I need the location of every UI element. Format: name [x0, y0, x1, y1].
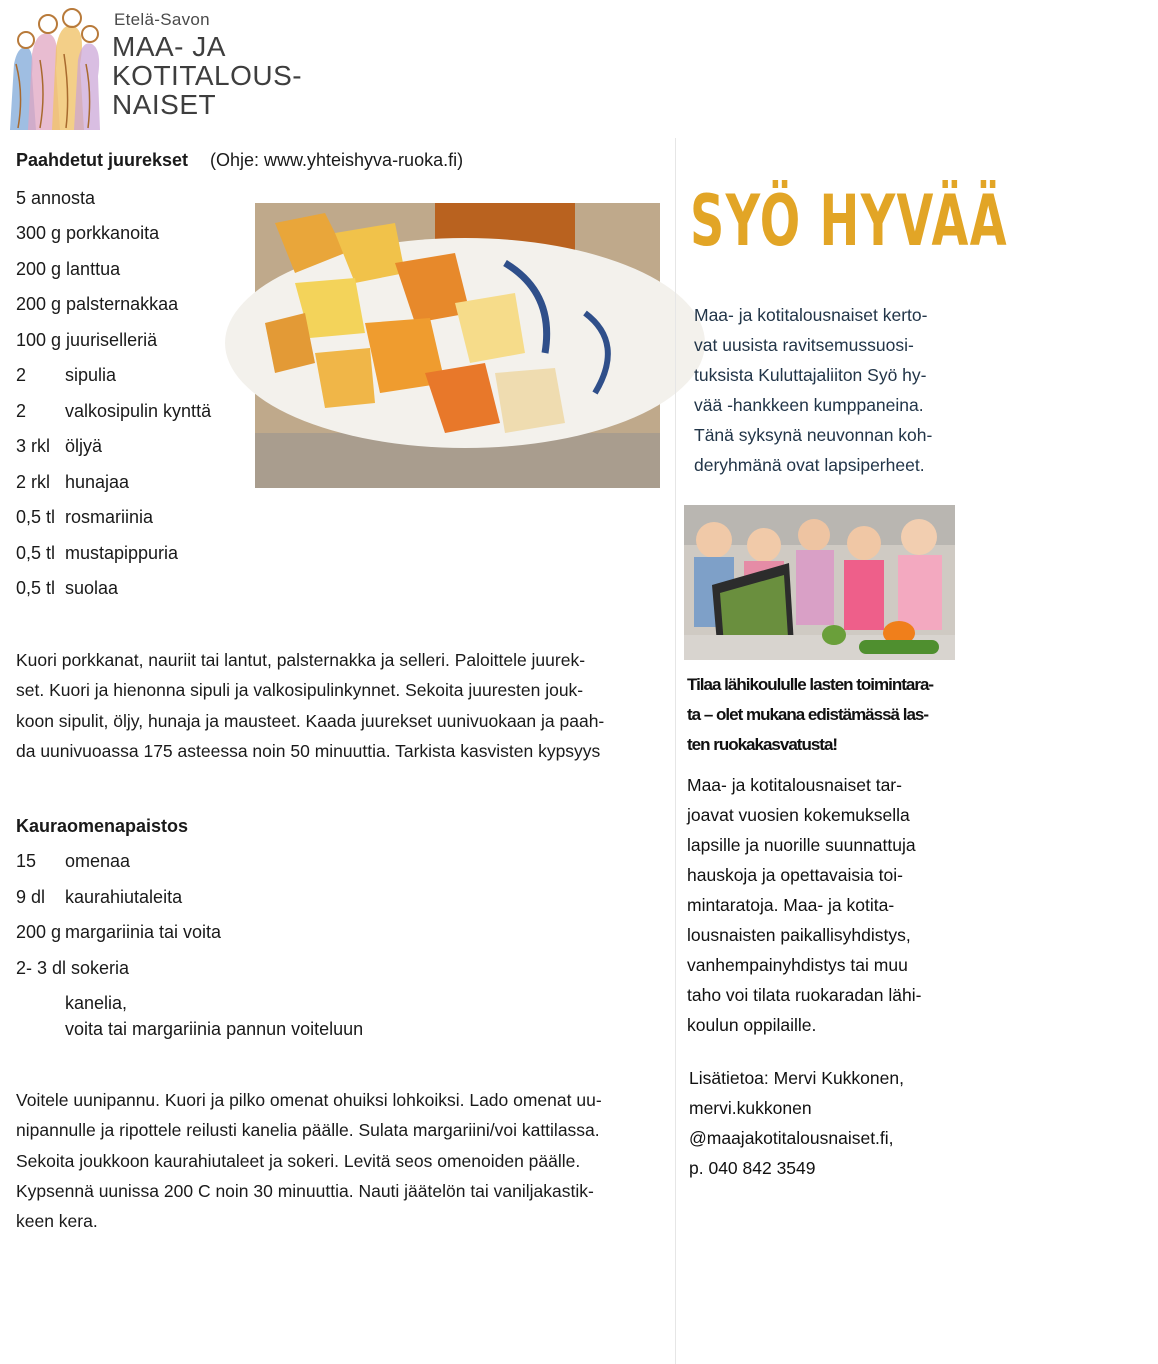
ingredient-simple: 200 g lanttua	[16, 259, 121, 279]
instruction-line: keen kera.	[16, 1211, 98, 1232]
children-photo	[684, 505, 955, 660]
logo-line-3: KOTITALOUS-	[112, 60, 303, 91]
ingredient-name: sipulia	[65, 365, 117, 385]
organization-logo	[6, 4, 306, 132]
sidebar-call-to-action	[687, 670, 957, 760]
recipe-instructions	[16, 645, 666, 766]
instruction-line: nipannulle ja ripottele reilusti kanelia päälle. Sulata margariini/voi kattilassa.	[16, 1120, 600, 1141]
ingredient-qty: 200 g	[16, 922, 62, 942]
ingredient-row	[16, 576, 246, 600]
sidebar-body-line: mintaratoja. Maa- ja kotita-	[687, 895, 895, 915]
recipe-title: Paahdetut juurekset	[16, 150, 189, 170]
ingredient-row	[16, 399, 246, 423]
roasted-vegetables-photo	[255, 203, 660, 488]
contact-email-line[interactable]: mervi.kukkonen	[689, 1098, 812, 1118]
cta-line: ten ruokakasvatusta!	[687, 735, 838, 754]
ingredient-name: suolaa	[65, 578, 119, 598]
sidebar-intro-line: vää -hankkeen kumppaneina.	[694, 395, 924, 415]
ingredient-simple: 300 g porkkanoita	[16, 223, 160, 243]
ingredient-row	[16, 470, 246, 494]
ingredient-qty: 2	[16, 401, 27, 421]
instruction-line: koon sipulit, öljy, hunaja ja mausteet. Kaada juurekset uunivuokaan ja paah-	[16, 710, 605, 731]
ingredient-qty: 9 dl	[16, 887, 46, 907]
sidebar-contact	[689, 1063, 957, 1183]
ingredient-name: kaurahiutaleita	[65, 887, 183, 907]
instruction-line: Voitele uunipannu. Kuori ja pilko omenat ohuiksi lohkoiksi. Lado omenat uu-	[16, 1090, 602, 1110]
recipe-instructions	[16, 1085, 666, 1236]
sidebar-body-line: hauskoja ja opettavaisia toi-	[687, 865, 903, 885]
children-image	[684, 505, 955, 660]
sidebar-body-line: lapsille ja nuorille suunnattuja	[687, 835, 916, 855]
logo-name-text	[112, 32, 302, 119]
sidebar-intro-line: tuksista Kuluttajaliiton Syö hy-	[694, 365, 927, 385]
sidebar-intro-line: deryhmänä ovat lapsiperheet.	[694, 455, 925, 475]
ingredient-name: margariinia tai voita	[65, 922, 222, 942]
ingredient-qty: 0,5 tl	[16, 543, 56, 563]
sidebar-intro	[694, 300, 959, 480]
ingredient-row	[16, 885, 316, 909]
recipe-source: (Ohje: www.yhteishyva-ruoka.fi)	[210, 150, 464, 170]
ingredient-extra: voita tai margariinia pannun voiteluun	[65, 1019, 364, 1039]
syo-hyvaa-logo	[690, 176, 1008, 266]
sidebar-body-line: Maa- ja kotitalousnaiset tar-	[687, 775, 902, 795]
recipe-title-row	[16, 150, 464, 171]
contact-email-line[interactable]: @maajakotitalousnaiset.fi,	[689, 1128, 894, 1148]
ingredient-name: rosmariinia	[65, 507, 154, 527]
instruction-line: Sekoita joukkoon kaurahiutaleet ja sokeri. Levitä seos omenoiden päälle.	[16, 1150, 581, 1171]
sidebar-body-line: vanhempainyhdistys tai muu	[687, 955, 908, 975]
ingredient-row	[16, 505, 246, 529]
ingredient-qty: 2 rkl	[16, 472, 51, 492]
ingredient-name: öljyä	[65, 436, 103, 456]
ingredient-simple: 100 g juuriselleriä	[16, 330, 158, 350]
ingredient-name: valkosipulin kynttä	[65, 401, 212, 421]
ingredient-simple: 200 g palsternakkaa	[16, 294, 179, 314]
roasted-vegetables-image	[255, 203, 660, 488]
ingredient-row	[16, 434, 246, 458]
cta-line: ta – olet mukana edistämässä las-	[687, 705, 929, 724]
syo-hyvaa-text: SYÖ HYVÄÄ	[690, 180, 1008, 262]
sidebar-body-line: taho voi tilata ruokaradan lähi-	[687, 985, 922, 1005]
ingredient-qty: 0,5 tl	[16, 507, 56, 527]
ingredient-extra: kanelia,	[65, 993, 128, 1013]
ingredient-name: omenaa	[65, 851, 131, 871]
contact-line: Lisätietoa: Mervi Kukkonen,	[689, 1068, 904, 1088]
ingredient-qty: 0,5 tl	[16, 578, 56, 598]
ingredient-qty: 2	[16, 365, 27, 385]
sidebar-body-line: joavat vuosien kokemuksella	[687, 805, 910, 825]
logo-line-4: NAISET	[112, 89, 217, 120]
sidebar-body-line: koulun oppilaille.	[687, 1015, 817, 1035]
contact-phone-line: p. 040 842 3549	[689, 1158, 816, 1178]
ingredient-row	[16, 920, 316, 944]
sidebar-intro-line: vat uusista ravitsemussuosi-	[694, 335, 914, 355]
logo-line-2: MAA- JA	[112, 31, 226, 62]
logo-women-figures-icon	[6, 4, 104, 132]
ingredient-qty: 3 rkl	[16, 436, 51, 456]
ingredient-name: hunajaa	[65, 472, 130, 492]
column-divider	[675, 138, 676, 1364]
instruction-line: Kypsennä uunissa 200 C noin 30 minuuttia. Nauti jäätelön tai vaniljakastik-	[16, 1180, 594, 1201]
instruction-line: da uunivuoassa 175 asteessa noin 50 minuuttia. Tarkista kasvisten kypsyys	[16, 740, 601, 761]
cta-line: Tilaa lähikoululle lasten toimintara-	[687, 675, 934, 694]
sidebar-intro-line: Maa- ja kotitalousnaiset kerto-	[694, 305, 928, 325]
servings: 5 annosta	[16, 188, 96, 208]
recipe-title: Kauraomenapaistos	[16, 816, 189, 836]
sidebar-body	[687, 770, 955, 1040]
sidebar-intro-line: Tänä syksynä neuvonnan koh-	[694, 425, 933, 445]
ingredient-row	[16, 363, 246, 387]
ingredient-qty: 15	[16, 851, 37, 871]
logo-region-text: Etelä-Savon	[114, 10, 210, 29]
ingredient-name: mustapippuria	[65, 543, 179, 563]
ingredient-sugar: 2- 3 dl sokeria	[16, 958, 130, 978]
sidebar-body-line: lousnaisten paikallisyhdistys,	[687, 925, 911, 945]
ingredient-row	[16, 541, 246, 565]
ingredient-row	[16, 849, 316, 873]
instruction-line: set. Kuori ja hienonna sipuli ja valkosipulinkynnet. Sekoita juuresten jouk-	[16, 680, 584, 701]
instruction-line: Kuori porkkanat, nauriit tai lantut, palsternakka ja selleri. Paloittele juurek-	[16, 650, 586, 670]
